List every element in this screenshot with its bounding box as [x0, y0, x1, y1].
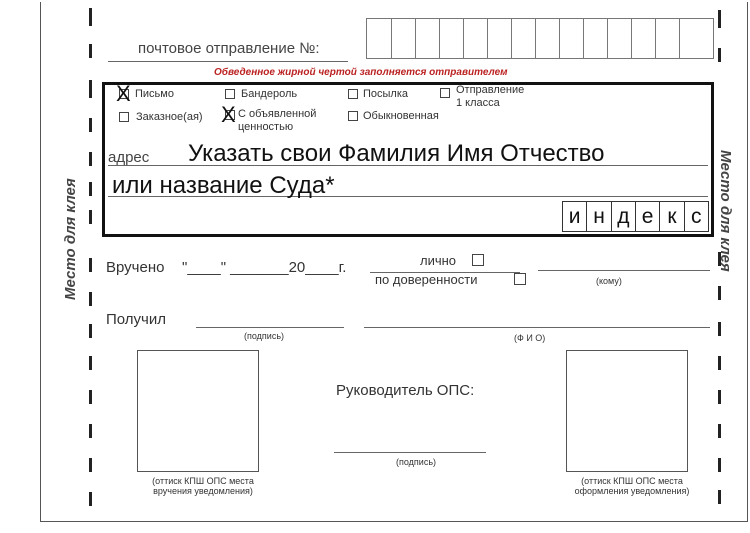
index-cell: е: [636, 202, 660, 231]
first-class-label-2: 1 класса: [456, 97, 500, 109]
by-proxy-label: по доверенности: [375, 272, 478, 287]
delivery-stamp-caption-line-1: (оттиск КПШ ОПС места: [152, 476, 254, 486]
checkbox-ordinary[interactable]: [348, 111, 358, 121]
glue-area-label-left: Место для клея: [62, 178, 79, 300]
letter-label: Письмо: [135, 88, 174, 100]
index-cell: к: [660, 202, 684, 231]
checkbox-registered[interactable]: [119, 112, 129, 122]
address-label: адрес: [108, 149, 150, 166]
checkbox-first-class[interactable]: [440, 88, 450, 98]
delivery-stamp-box: [137, 350, 259, 472]
address-text-line-1[interactable]: Указать свои Фамилия Имя Отчество: [188, 140, 605, 167]
registration-stamp-box: [566, 350, 688, 472]
checkbox-in-person[interactable]: [472, 254, 484, 266]
postal-item-label: почтовое отправление №:: [138, 40, 320, 57]
received-name-caption: (Ф И О): [514, 333, 546, 343]
office-head-signature-caption: (подпись): [396, 457, 437, 467]
address-text-line-2[interactable]: или название Суда*: [112, 172, 335, 199]
checkbox-package[interactable]: [348, 89, 358, 99]
delivery-stamp-caption-line-2: вручения уведомления): [153, 486, 253, 496]
index-cell: и: [563, 202, 587, 231]
received-label: Получил: [106, 311, 166, 328]
delivery-date-field[interactable]: "____" _______20____г.: [182, 259, 347, 276]
declared-value-check-mark: X: [221, 102, 236, 127]
package-label: Посылка: [363, 88, 409, 100]
glue-area-label-right: Место для клея: [717, 150, 734, 272]
to-whom-line[interactable]: [538, 270, 710, 271]
office-head-label: Руководитель ОПС:: [336, 382, 475, 399]
office-head-signature-line[interactable]: [334, 452, 486, 453]
postal-item-underline: [108, 61, 348, 62]
index-cell: с: [691, 205, 702, 228]
letter-check-mark: X: [116, 81, 131, 106]
index-cell: д: [612, 202, 636, 231]
checkbox-parcel-post[interactable]: [225, 89, 235, 99]
received-name-line[interactable]: [364, 327, 710, 328]
first-class-label: Отправление: [456, 84, 525, 96]
declared-value-label: С объявленной: [238, 108, 317, 120]
registration-stamp-caption: [552, 476, 712, 496]
registration-stamp-caption-line-2: оформления уведомления): [574, 486, 690, 496]
declared-value-label-2: ценностью: [238, 121, 294, 133]
checkbox-by-proxy[interactable]: [514, 273, 526, 285]
registration-stamp-caption-line-1: (оттиск КПШ ОПС места: [581, 476, 683, 486]
registered-label: Заказное(ая): [136, 111, 203, 123]
sender-note: Обведенное жирной чертой заполняется отправителем: [214, 67, 508, 78]
delivery-stamp-caption: [133, 476, 273, 496]
postal-index-box[interactable]: [562, 201, 709, 232]
to-whom-caption: (кому): [596, 276, 622, 286]
ordinary-label: Обыкновенная: [363, 110, 439, 122]
postal-item-number-grid[interactable]: [366, 18, 714, 59]
index-cell: н: [587, 202, 611, 231]
in-person-label: лично: [420, 253, 457, 268]
handed-over-label: Вручено: [106, 259, 165, 276]
received-signature-line[interactable]: [196, 327, 344, 328]
parcel-post-label: Бандероль: [241, 88, 298, 100]
received-signature-caption: (подпись): [244, 331, 285, 341]
